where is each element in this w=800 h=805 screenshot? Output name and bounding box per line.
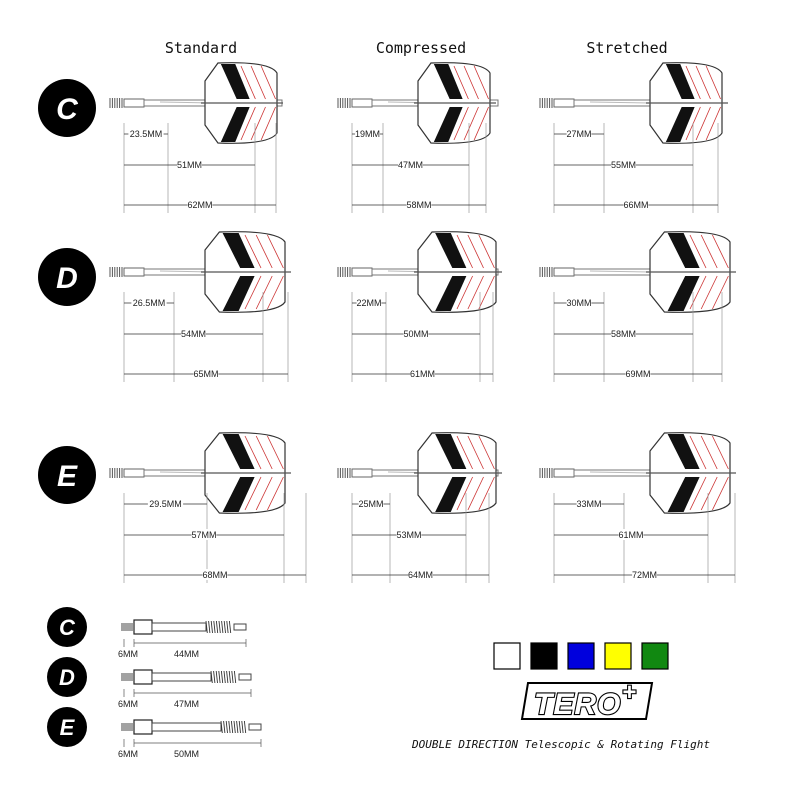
dim-thread: 6MM	[118, 699, 138, 709]
letter-circle-badge	[38, 248, 96, 306]
brand-logo-text: TERO	[534, 688, 622, 721]
dimension-label: 64MM	[407, 570, 434, 580]
dimension-label: 57MM	[191, 530, 217, 540]
config-compressed	[338, 433, 502, 583]
config-compressed	[338, 232, 502, 382]
badge-letter: D	[56, 262, 78, 295]
dim-mid	[352, 328, 480, 339]
dim-short	[352, 297, 386, 308]
dim-shaft: 44MM	[174, 649, 200, 659]
color-swatches	[494, 643, 668, 669]
shaft-collar	[134, 670, 152, 684]
dimension-label: 66MM	[623, 200, 649, 210]
dimension-label: 53MM	[396, 530, 422, 540]
dimension-label: 58MM	[406, 200, 432, 210]
tagline: DOUBLE DIRECTION Telescopic & Rotating Flight	[412, 738, 711, 751]
dimension-label: 25MM	[358, 499, 384, 509]
dart-flight-icon	[646, 232, 736, 313]
dim-total	[352, 368, 493, 379]
thread-tip	[338, 98, 350, 108]
config-stretched	[540, 63, 728, 213]
dimension-label: 23.5MM	[129, 129, 163, 139]
dimension-label: 68MM	[202, 570, 228, 580]
dimension-label: 55MM	[610, 160, 637, 170]
dim-mid	[554, 529, 708, 540]
letter-circle-badge	[47, 707, 87, 747]
shaft-collar	[134, 720, 152, 734]
shaft-body	[152, 623, 206, 631]
config-standard	[110, 232, 291, 382]
badge-letter: E	[59, 715, 75, 740]
dim-mid	[124, 159, 255, 170]
dart-flight-icon	[414, 232, 502, 313]
badge-letter: E	[56, 460, 78, 493]
dim-mid	[554, 328, 693, 339]
dimension-label: 72MM	[631, 570, 658, 580]
shaft-collar	[554, 99, 574, 107]
dim-mid	[124, 529, 284, 540]
shaft-body	[152, 723, 221, 731]
brand-logo-plus: +	[622, 679, 638, 706]
brand-block	[411, 679, 710, 751]
dimension-label: 30MM	[566, 298, 592, 308]
dimension-label: 27MM	[566, 129, 592, 139]
shaft-collar	[124, 268, 144, 276]
shaft-end	[249, 724, 261, 730]
shaft-e	[47, 707, 261, 759]
dim-thread: 6MM	[118, 749, 138, 759]
thread-tip	[540, 267, 552, 277]
letter-circle-badge	[47, 607, 87, 647]
config-rows	[38, 63, 736, 583]
dim-short	[352, 498, 390, 509]
thread-tip	[110, 267, 122, 277]
config-row-c	[38, 63, 728, 213]
dim-total	[554, 199, 718, 210]
shaft-spring	[206, 621, 231, 633]
shaft-collar	[352, 99, 372, 107]
dimension-label: 26.5MM	[132, 298, 166, 308]
dimension-label: 33MM	[576, 499, 602, 509]
dimension-label: 58MM	[610, 329, 637, 339]
dim-short	[124, 498, 207, 509]
shaft-end	[239, 674, 251, 680]
dim-mid	[124, 328, 263, 339]
dimension-label: 29.5MM	[149, 499, 182, 509]
badge-letter: C	[56, 93, 78, 126]
dimension-label: 51MM	[176, 160, 203, 170]
dim-total	[554, 368, 722, 379]
config-standard	[110, 63, 283, 213]
dimension-label: 19MM	[354, 129, 381, 139]
dart-flight-icon	[414, 63, 496, 144]
shaft-collar	[124, 99, 144, 107]
color-swatch	[531, 643, 557, 669]
dim-mid	[554, 159, 693, 170]
color-swatch	[494, 643, 520, 669]
dimension-label: 50MM	[403, 329, 429, 339]
thread-tip	[338, 468, 350, 478]
dart-assembly	[540, 433, 736, 514]
dimension-label: 61MM	[409, 369, 436, 379]
shaft-collar	[134, 620, 152, 634]
dim-short	[124, 297, 174, 308]
config-row-e	[38, 433, 736, 583]
dim-shaft: 47MM	[174, 699, 200, 709]
shaft-collar	[554, 268, 574, 276]
badge-letter: C	[59, 615, 75, 640]
config-compressed	[338, 63, 498, 213]
shaft-end	[234, 624, 246, 630]
dart-flight-icon	[201, 232, 291, 313]
dimension-label: 54MM	[180, 329, 207, 339]
dimension-label: 22MM	[356, 298, 382, 308]
dim-total	[352, 199, 486, 210]
dimension-label: 61MM	[618, 530, 644, 540]
dimension-label: 65MM	[193, 369, 219, 379]
dimension-label: 69MM	[625, 369, 651, 379]
shaft-spring	[221, 721, 246, 733]
shaft-collar	[554, 469, 574, 477]
color-swatch	[605, 643, 631, 669]
dim-mid	[352, 529, 466, 540]
shaft-collar	[352, 268, 372, 276]
dim-mid	[352, 159, 469, 170]
dim-short	[554, 297, 604, 308]
dim-total	[124, 569, 306, 580]
thread-tip	[338, 267, 350, 277]
dart-flight-icon	[646, 433, 736, 514]
column-header-standard: Standard	[164, 39, 238, 57]
dim-short	[124, 128, 168, 139]
dim-short	[352, 128, 383, 139]
dimension-label: 62MM	[187, 200, 213, 210]
thread-tip	[540, 98, 552, 108]
color-swatch	[642, 643, 668, 669]
dart-flight-icon	[646, 63, 728, 144]
shaft-d	[47, 657, 251, 709]
column-header-stretched: Stretched	[586, 39, 668, 57]
thread-tip	[110, 468, 122, 478]
shaft-section	[47, 607, 261, 759]
dim-shaft: 50MM	[174, 749, 200, 759]
letter-circle-badge	[47, 657, 87, 697]
config-stretched	[540, 232, 736, 382]
dim-short	[554, 498, 624, 509]
dart-assembly	[110, 433, 291, 514]
column-headers	[165, 39, 668, 57]
shaft-body	[152, 673, 211, 681]
color-swatch	[568, 643, 594, 669]
dim-total	[124, 199, 276, 210]
dim-short	[554, 128, 604, 139]
dimension-label: 47MM	[397, 160, 424, 170]
dim-total	[124, 368, 288, 379]
config-stretched	[540, 433, 736, 583]
dim-thread: 6MM	[118, 649, 138, 659]
letter-circle-badge	[38, 446, 96, 504]
column-header-compressed: Compressed	[375, 39, 467, 57]
config-standard	[110, 433, 306, 583]
badge-letter: D	[59, 665, 75, 690]
shaft-collar	[124, 469, 144, 477]
shaft-spring	[211, 671, 236, 683]
dart-flight-icon	[201, 433, 291, 514]
shaft-collar	[352, 469, 372, 477]
shaft-c	[47, 607, 246, 659]
dart-flight-icon	[201, 63, 283, 144]
thread-tip	[540, 468, 552, 478]
config-row-d	[38, 232, 736, 382]
dim-total	[352, 569, 489, 580]
letter-circle-badge	[38, 79, 96, 137]
thread-tip	[110, 98, 122, 108]
